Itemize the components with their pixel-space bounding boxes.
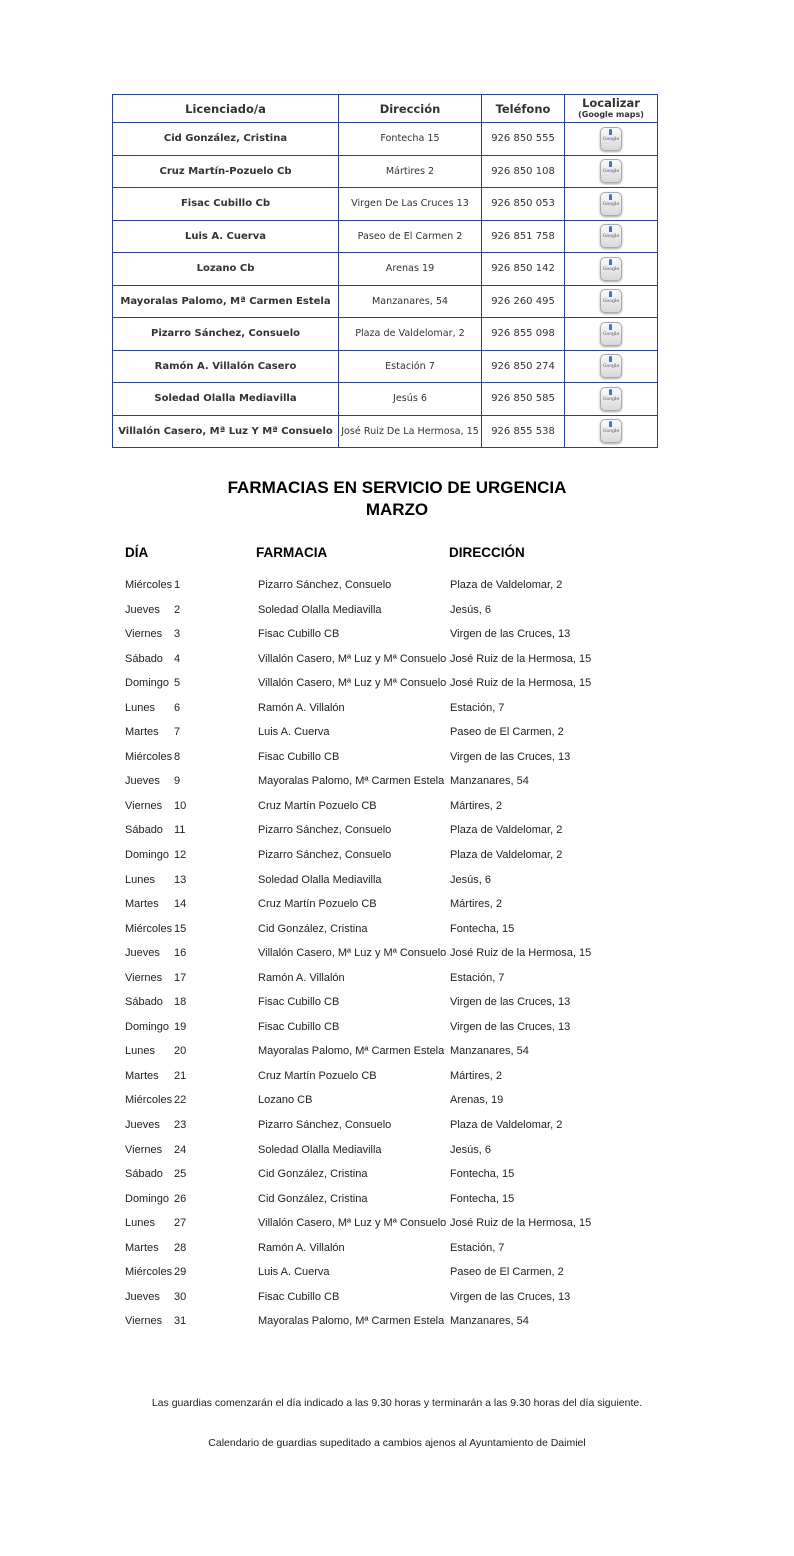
- schedule-day-number: 5: [174, 677, 181, 690]
- pharmacy-address: Paseo de El Carmen 2: [339, 220, 482, 253]
- schedule-address: José Ruiz de la Hermosa, 15: [450, 677, 592, 690]
- pharmacist-name: Cruz Martín-Pozuelo Cb: [113, 155, 339, 188]
- pharmacy-address: Plaza de Valdelomar, 2: [339, 318, 482, 351]
- schedule-row: [0, 576, 794, 601]
- schedule-day-number: 10: [174, 799, 187, 812]
- google-maps-icon[interactable]: [600, 127, 622, 151]
- google-maps-icon[interactable]: [600, 224, 622, 248]
- schedule-pharmacy: Mayoralas Palomo, Mª Carmen Estela: [258, 1315, 445, 1328]
- schedule-pharmacy: Ramón A. Villalón: [258, 971, 345, 984]
- schedule-row: [0, 748, 794, 773]
- schedule-row: [0, 1116, 794, 1141]
- schedule-pharmacy: Soledad Olalla Mediavilla: [258, 873, 382, 886]
- schedule-address: Virgen de las Cruces, 13: [450, 628, 571, 641]
- schedule-weekday: Jueves: [125, 947, 160, 960]
- schedule-address: Paseo de El Carmen, 2: [450, 1266, 564, 1279]
- schedule-pharmacy: Ramón A. Villalón: [258, 701, 345, 714]
- header-licenciado: Licenciado/a: [113, 95, 339, 123]
- pharmacist-name: Soledad Olalla Mediavilla: [113, 383, 339, 416]
- schedule-pharmacy: Cid González, Cristina: [258, 1192, 368, 1205]
- pharmacy-phone: 926 851 758: [482, 220, 565, 253]
- schedule-row: [0, 1018, 794, 1043]
- schedule-day-number: 24: [174, 1143, 187, 1156]
- schedule-day-number: 20: [174, 1045, 187, 1058]
- pharmacist-name: Lozano Cb: [113, 253, 339, 286]
- schedule-day-number: 16: [174, 947, 187, 960]
- schedule-pharmacy: Lozano CB: [258, 1094, 313, 1107]
- schedule-day-number: 14: [174, 898, 187, 911]
- schedule-address: José Ruiz de la Hermosa, 15: [450, 947, 592, 960]
- schedule-pharmacy: Fisac Cubillo CB: [258, 628, 340, 641]
- schedule-address: Virgen de las Cruces, 13: [450, 996, 571, 1009]
- schedule-pharmacy: Fisac Cubillo CB: [258, 1020, 340, 1033]
- pharmacy-address: Manzanares, 54: [339, 285, 482, 318]
- schedule-row: [0, 944, 794, 969]
- schedule-address: Manzanares, 54: [450, 1315, 529, 1328]
- schedule-address: Mártires, 2: [450, 799, 502, 812]
- google-maps-icon[interactable]: [600, 354, 622, 378]
- localizar-cell: [565, 188, 658, 221]
- schedule-pharmacy: Luis A. Cuerva: [258, 1266, 330, 1279]
- pharmacy-address: Estación 7: [339, 350, 482, 383]
- schedule-weekday: Martes: [125, 1069, 159, 1082]
- schedule-month: MARZO: [365, 500, 429, 519]
- schedule-row: [0, 772, 794, 797]
- schedule-pharmacy: Cruz Martín Pozuelo CB: [258, 898, 377, 911]
- localizar-cell: [565, 383, 658, 416]
- schedule-row: [0, 1042, 794, 1067]
- schedule-pharmacy: Cruz Martín Pozuelo CB: [258, 1069, 377, 1082]
- header-localizar-label: Localizar: [582, 95, 640, 110]
- schedule-day-number: 1: [174, 579, 181, 591]
- schedule-day-number: 4: [174, 652, 181, 665]
- table-row: [113, 285, 658, 318]
- schedule-pharmacy: Fisac Cubillo CB: [258, 996, 340, 1009]
- schedule-day-number: 22: [174, 1094, 187, 1107]
- schedule-address: Mártires, 2: [450, 1069, 502, 1082]
- table-row: [113, 253, 658, 286]
- schedule-row: [0, 601, 794, 626]
- schedule-pharmacy: Ramón A. Villalón: [258, 1241, 345, 1254]
- schedule-address: Fontecha, 15: [450, 1168, 515, 1181]
- localizar-cell: [565, 155, 658, 188]
- google-maps-icon[interactable]: [600, 289, 622, 313]
- pharmacy-phone: 926 260 495: [482, 285, 565, 318]
- schedule-row: [0, 797, 794, 822]
- schedule-day-number: 13: [174, 873, 187, 886]
- schedule-address: Plaza de Valdelomar, 2: [450, 579, 563, 591]
- pharmacy-address: Arenas 19: [339, 253, 482, 286]
- schedule-weekday: Miércoles: [125, 922, 173, 935]
- schedule-pharmacy: Pizarro Sánchez, Consuelo: [258, 849, 392, 862]
- pharmacy-phone: 926 850 142: [482, 253, 565, 286]
- pharmacy-phone: 926 855 098: [482, 318, 565, 351]
- schedule-weekday: Jueves: [125, 1290, 160, 1303]
- google-maps-icon[interactable]: [600, 387, 622, 411]
- schedule-day-number: 25: [174, 1168, 187, 1181]
- table-row: [113, 350, 658, 383]
- pharmacist-name: Luis A. Cuerva: [113, 220, 339, 253]
- schedule-pharmacy: Soledad Olalla Mediavilla: [258, 1143, 382, 1156]
- schedule-weekday: Jueves: [125, 775, 160, 788]
- schedule-row: [0, 871, 794, 896]
- pharmacy-address: José Ruiz De La Hermosa, 15: [339, 415, 482, 448]
- schedule-list: [0, 576, 794, 1337]
- localizar-cell: [565, 318, 658, 351]
- schedule-row: [0, 846, 794, 871]
- schedule-row: [0, 625, 794, 650]
- schedule-day-number: 12: [174, 849, 187, 862]
- pharmacy-table: [112, 94, 658, 448]
- disclaimer-note: Calendario de guardias supeditado a cambios ajenos al Ayuntamiento de Daimiel: [208, 1437, 586, 1449]
- schedule-address: Estación, 7: [450, 1241, 505, 1254]
- schedule-row: [0, 650, 794, 675]
- schedule-weekday: Domingo: [125, 1020, 170, 1033]
- schedule-day-number: 17: [174, 971, 187, 984]
- hours-note: Las guardias comenzarán el día indicado a las 9.30 horas y terminarán a las 9.30 horas del día siguiente.: [151, 1397, 643, 1409]
- schedule-day-number: 29: [174, 1266, 187, 1279]
- pharmacy-address: Mártires 2: [339, 155, 482, 188]
- pharmacy-address: Virgen De Las Cruces 13: [339, 188, 482, 221]
- schedule-day-number: 30: [174, 1290, 187, 1303]
- schedule-address: Arenas, 19: [450, 1094, 504, 1107]
- schedule-weekday: Martes: [125, 726, 159, 739]
- schedule-header-address: DIRECCIÓN: [449, 545, 525, 560]
- schedule-weekday: Viernes: [125, 799, 163, 812]
- schedule-day-number: 21: [174, 1069, 187, 1082]
- schedule-day-number: 2: [174, 603, 181, 616]
- schedule-weekday: Viernes: [125, 1143, 163, 1156]
- schedule-address: Jesús, 6: [450, 1143, 491, 1156]
- schedule-weekday: Lunes: [125, 1217, 155, 1230]
- schedule-weekday: Domingo: [125, 1192, 170, 1205]
- schedule-weekday: Domingo: [125, 849, 170, 862]
- schedule-day-number: 28: [174, 1241, 187, 1254]
- schedule-day-number: 7: [174, 726, 181, 739]
- pharmacist-name: Ramón A. Villalón Casero: [113, 350, 339, 383]
- schedule-weekday: Viernes: [125, 628, 163, 641]
- pharmacy-phone: 926 850 108: [482, 155, 565, 188]
- localizar-cell: [565, 285, 658, 318]
- schedule-address: José Ruiz de la Hermosa, 15: [450, 1217, 592, 1230]
- header-localizar-sub: (Google maps): [578, 109, 644, 119]
- schedule-address: Plaza de Valdelomar, 2: [450, 1119, 563, 1132]
- schedule-address: José Ruiz de la Hermosa, 15: [450, 652, 592, 665]
- schedule-day-number: 19: [174, 1020, 187, 1033]
- schedule-weekday: Lunes: [125, 1045, 155, 1058]
- schedule-pharmacy: Cid González, Cristina: [258, 1168, 368, 1181]
- schedule-weekday: Viernes: [125, 971, 163, 984]
- schedule-weekday: Lunes: [125, 873, 155, 886]
- header-telefono: Teléfono: [482, 95, 565, 123]
- schedule-pharmacy: Mayoralas Palomo, Mª Carmen Estela: [258, 775, 445, 788]
- schedule-row: [0, 1263, 794, 1288]
- table-row: [113, 188, 658, 221]
- schedule-address: Fontecha, 15: [450, 1192, 515, 1205]
- schedule-pharmacy: Fisac Cubillo CB: [258, 1290, 340, 1303]
- table-row: [113, 383, 658, 416]
- table-body: [113, 123, 658, 448]
- schedule-row: [0, 1165, 794, 1190]
- schedule-weekday: Jueves: [125, 1119, 160, 1132]
- pharmacy-phone: 926 850 585: [482, 383, 565, 416]
- localizar-cell: [565, 415, 658, 448]
- schedule-address: Plaza de Valdelomar, 2: [450, 849, 563, 862]
- schedule-row: [0, 895, 794, 920]
- schedule-row: [0, 1214, 794, 1239]
- pharmacy-address: Fontecha 15: [339, 123, 482, 156]
- schedule-row: [0, 723, 794, 748]
- schedule-address: Fontecha, 15: [450, 922, 515, 935]
- table-row: [113, 155, 658, 188]
- google-maps-icon[interactable]: [600, 257, 622, 281]
- schedule-weekday: Martes: [125, 1241, 159, 1254]
- pharmacist-name: Cid González, Cristina: [113, 123, 339, 156]
- pharmacist-name: Pizarro Sánchez, Consuelo: [113, 318, 339, 351]
- schedule-day-number: 31: [174, 1315, 187, 1328]
- schedule-header-day: DÍA: [125, 545, 149, 560]
- schedule-row: [0, 1288, 794, 1313]
- schedule-day-number: 23: [174, 1119, 187, 1132]
- schedule-address: Estación, 7: [450, 701, 505, 714]
- schedule-pharmacy: Luis A. Cuerva: [258, 726, 330, 739]
- pharmacy-phone: 926 850 274: [482, 350, 565, 383]
- table-row: [113, 123, 658, 156]
- google-maps-icon[interactable]: [600, 322, 622, 346]
- schedule-weekday: Miércoles: [125, 1094, 173, 1107]
- schedule-weekday: Martes: [125, 898, 159, 911]
- schedule-day-number: 18: [174, 996, 187, 1009]
- schedule-address: Manzanares, 54: [450, 1045, 529, 1058]
- schedule-day-number: 9: [174, 775, 181, 788]
- schedule-weekday: Miércoles: [125, 1266, 173, 1279]
- schedule-day-number: 15: [174, 922, 187, 935]
- table-header-row: [113, 95, 658, 123]
- schedule-weekday: Jueves: [125, 603, 160, 616]
- schedule-day-number: 27: [174, 1217, 187, 1230]
- schedule-weekday: Sábado: [125, 824, 163, 837]
- schedule-address: Virgen de las Cruces, 13: [450, 1020, 571, 1033]
- schedule-pharmacy: Villalón Casero, Mª Luz y Mª Consuelo: [258, 947, 447, 960]
- pharmacy-phone: 926 850 053: [482, 188, 565, 221]
- schedule-row: [0, 699, 794, 724]
- pharmacist-name: Villalón Casero, Mª Luz Y Mª Consuelo: [113, 415, 339, 448]
- schedule-address: Jesús, 6: [450, 873, 491, 886]
- schedule-row: [0, 1141, 794, 1166]
- header-localizar: [565, 95, 658, 123]
- schedule-weekday: Sábado: [125, 1168, 163, 1181]
- schedule-pharmacy: Soledad Olalla Mediavilla: [258, 603, 382, 616]
- schedule-title: FARMACIAS EN SERVICIO DE URGENCIA: [227, 478, 567, 497]
- pharmacist-name: Fisac Cubillo Cb: [113, 188, 339, 221]
- schedule-weekday: Miércoles: [125, 750, 173, 763]
- localizar-cell: [565, 123, 658, 156]
- schedule-pharmacy: Pizarro Sánchez, Consuelo: [258, 579, 392, 591]
- schedule-pharmacy: Villalón Casero, Mª Luz y Mª Consuelo: [258, 1217, 447, 1230]
- localizar-cell: [565, 220, 658, 253]
- table-row: [113, 220, 658, 253]
- schedule-row: [0, 821, 794, 846]
- schedule-weekday: Miércoles: [125, 579, 173, 591]
- schedule-day-number: 8: [174, 750, 181, 763]
- pharmacy-phone: 926 855 538: [482, 415, 565, 448]
- header-direccion: Dirección: [339, 95, 482, 123]
- schedule-row: [0, 969, 794, 994]
- schedule-pharmacy: Fisac Cubillo CB: [258, 750, 340, 763]
- schedule-row: [0, 1239, 794, 1264]
- schedule-weekday: Domingo: [125, 677, 170, 690]
- schedule-row: [0, 920, 794, 945]
- schedule-pharmacy: Pizarro Sánchez, Consuelo: [258, 824, 392, 837]
- schedule-row: [0, 674, 794, 699]
- schedule-day-number: 26: [174, 1192, 187, 1205]
- google-maps-icon[interactable]: [600, 159, 622, 183]
- schedule-pharmacy: Mayoralas Palomo, Mª Carmen Estela: [258, 1045, 445, 1058]
- schedule-weekday: Viernes: [125, 1315, 163, 1328]
- google-maps-icon[interactable]: [600, 192, 622, 216]
- pharmacy-phone: 926 850 555: [482, 123, 565, 156]
- schedule-pharmacy: Cruz Martín Pozuelo CB: [258, 799, 377, 812]
- schedule-day-number: 3: [174, 628, 181, 641]
- localizar-cell: [565, 253, 658, 286]
- schedule-address: Virgen de las Cruces, 13: [450, 750, 571, 763]
- schedule-day-number: 6: [174, 701, 181, 714]
- schedule-row: [0, 1091, 794, 1116]
- schedule-pharmacy: Cid González, Cristina: [258, 922, 368, 935]
- pharmacist-name: Mayoralas Palomo, Mª Carmen Estela: [113, 285, 339, 318]
- schedule-address: Jesús, 6: [450, 603, 491, 616]
- schedule-address: Virgen de las Cruces, 13: [450, 1290, 571, 1303]
- schedule-day-number: 11: [174, 824, 186, 837]
- schedule-row: [0, 1190, 794, 1215]
- schedule-row: [0, 993, 794, 1018]
- schedule-weekday: Sábado: [125, 996, 163, 1009]
- schedule-weekday: Lunes: [125, 701, 155, 714]
- schedule-address: Manzanares, 54: [450, 775, 529, 788]
- google-maps-icon[interactable]: [600, 419, 622, 443]
- schedule-row: [0, 1312, 794, 1337]
- schedule-address: Mártires, 2: [450, 898, 502, 911]
- schedule-address: Plaza de Valdelomar, 2: [450, 824, 563, 837]
- schedule-header-pharmacy: FARMACIA: [256, 545, 328, 560]
- table-row: [113, 318, 658, 351]
- schedule-address: Estación, 7: [450, 971, 505, 984]
- localizar-cell: [565, 350, 658, 383]
- schedule-pharmacy: Pizarro Sánchez, Consuelo: [258, 1119, 392, 1132]
- pharmacy-address: Jesús 6: [339, 383, 482, 416]
- schedule-address: Paseo de El Carmen, 2: [450, 726, 564, 739]
- schedule-pharmacy: Villalón Casero, Mª Luz y Mª Consuelo: [258, 677, 447, 690]
- schedule-weekday: Sábado: [125, 652, 163, 665]
- schedule-pharmacy: Villalón Casero, Mª Luz y Mª Consuelo: [258, 652, 447, 665]
- table-row: [113, 415, 658, 448]
- schedule-row: [0, 1067, 794, 1092]
